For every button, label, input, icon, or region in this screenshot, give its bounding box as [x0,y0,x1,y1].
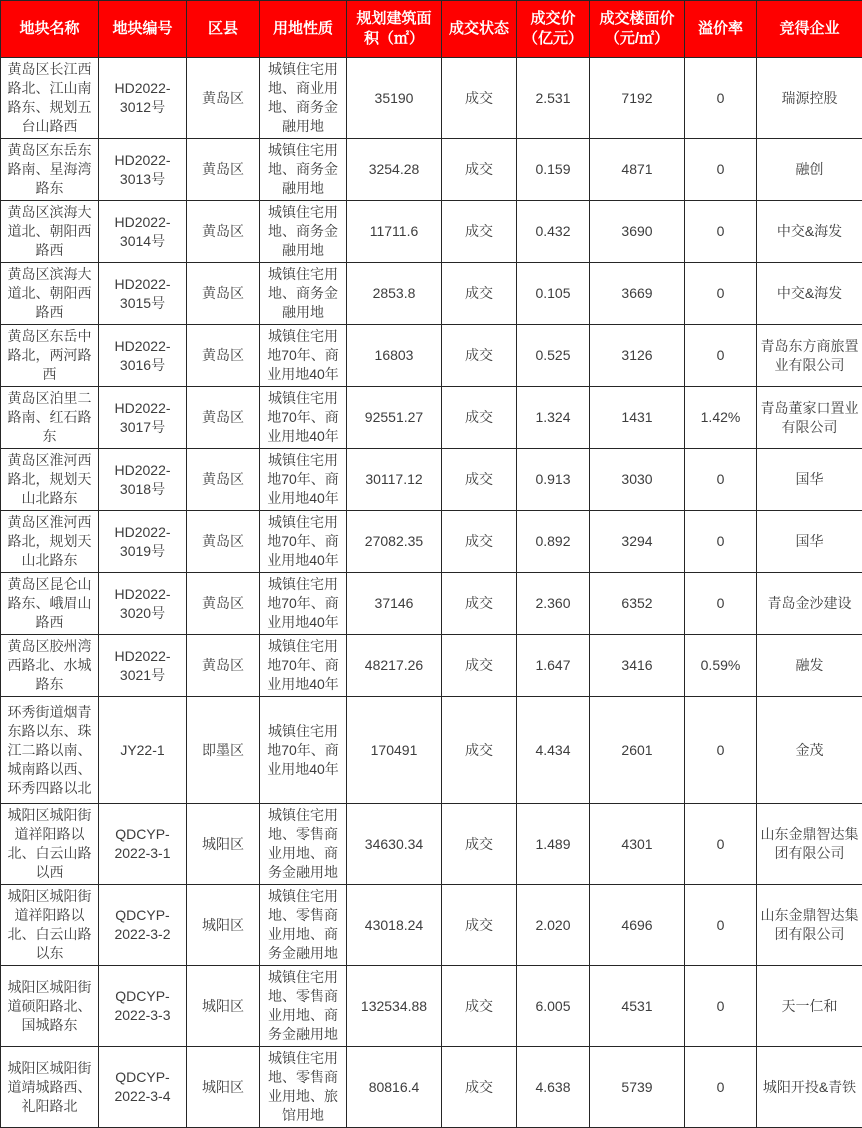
cell-premium: 0 [685,966,757,1047]
cell-premium: 0 [685,263,757,325]
cell-status: 成交 [442,697,517,804]
cell-code: JY22-1 [99,697,187,804]
cell-floor_price: 7192 [590,58,685,139]
cell-code: QDCYP-2022-3-4 [99,1047,187,1128]
cell-premium: 0 [685,885,757,966]
cell-floor_price: 1431 [590,387,685,449]
cell-price: 6.005 [517,966,590,1047]
cell-floor_price: 5739 [590,1047,685,1128]
cell-price: 2.020 [517,885,590,966]
cell-price: 0.432 [517,201,590,263]
cell-winner: 国华 [757,449,862,511]
table-row [1,139,862,201]
cell-area: 43018.24 [347,885,442,966]
cell-land_use: 城镇住宅用地、商务金融用地 [260,139,347,201]
cell-district: 即墨区 [187,697,260,804]
cell-price: 0.525 [517,325,590,387]
cell-land_use: 城镇住宅用地、零售商业用地、商务金融用地 [260,885,347,966]
cell-premium: 1.42% [685,387,757,449]
cell-district: 黄岛区 [187,511,260,573]
cell-land_use: 城镇住宅用地70年、商业用地40年 [260,697,347,804]
cell-area: 11711.6 [347,201,442,263]
cell-land_use: 城镇住宅用地70年、商业用地40年 [260,387,347,449]
cell-name: 城阳区城阳街道祥阳路以北、白云山路以西 [1,804,99,885]
cell-name: 城阳区城阳街道靖城路西、礼阳路北 [1,1047,99,1128]
cell-area: 37146 [347,573,442,635]
cell-name: 黄岛区滨海大道北、朝阳西路西 [1,201,99,263]
table-row [1,449,862,511]
cell-winner: 山东金鼎智达集团有限公司 [757,804,862,885]
cell-floor_price: 3030 [590,449,685,511]
cell-land_use: 城镇住宅用地、零售商业用地、商务金融用地 [260,966,347,1047]
cell-price: 0.159 [517,139,590,201]
cell-area: 3254.28 [347,139,442,201]
cell-premium: 0 [685,139,757,201]
column-header-land_use: 用地性质 [260,1,347,58]
cell-premium: 0 [685,325,757,387]
cell-floor_price: 2601 [590,697,685,804]
cell-premium: 0 [685,449,757,511]
cell-land_use: 城镇住宅用地、商务金融用地 [260,201,347,263]
cell-name: 黄岛区东岳东路南、星海湾路东 [1,139,99,201]
cell-code: HD2022-3020号 [99,573,187,635]
cell-area: 35190 [347,58,442,139]
cell-area: 170491 [347,697,442,804]
cell-code: HD2022-3016号 [99,325,187,387]
cell-code: HD2022-3013号 [99,139,187,201]
column-header-district: 区县 [187,1,260,58]
cell-floor_price: 4301 [590,804,685,885]
cell-code: HD2022-3017号 [99,387,187,449]
column-header-name: 地块名称 [1,1,99,58]
cell-price: 0.913 [517,449,590,511]
column-header-area: 规划建筑面积（㎡） [347,1,442,58]
cell-land_use: 城镇住宅用地、零售商业用地、商务金融用地 [260,804,347,885]
cell-price: 2.531 [517,58,590,139]
cell-status: 成交 [442,635,517,697]
cell-floor_price: 4531 [590,966,685,1047]
cell-floor_price: 6352 [590,573,685,635]
table-row [1,966,862,1047]
cell-code: QDCYP-2022-3-1 [99,804,187,885]
cell-name: 城阳区城阳街道硕阳路北、国城路东 [1,966,99,1047]
table-row [1,1047,862,1128]
cell-winner: 青岛董家口置业有限公司 [757,387,862,449]
cell-land_use: 城镇住宅用地、商务金融用地 [260,263,347,325]
cell-name: 黄岛区昆仑山路东、峨眉山路西 [1,573,99,635]
cell-name: 环秀街道烟青东路以东、珠江二路以南、城南路以西、环秀四路以北 [1,697,99,804]
cell-premium: 0 [685,573,757,635]
table-row [1,885,862,966]
table-row [1,201,862,263]
table-row [1,697,862,804]
cell-premium: 0 [685,697,757,804]
cell-price: 2.360 [517,573,590,635]
column-header-floor_price: 成交楼面价（元/㎡） [590,1,685,58]
cell-district: 黄岛区 [187,635,260,697]
cell-price: 1.324 [517,387,590,449]
cell-status: 成交 [442,885,517,966]
column-header-premium: 溢价率 [685,1,757,58]
cell-price: 1.489 [517,804,590,885]
cell-district: 黄岛区 [187,325,260,387]
cell-area: 16803 [347,325,442,387]
cell-name: 黄岛区淮河西路北，规划天山北路东 [1,449,99,511]
cell-status: 成交 [442,139,517,201]
cell-land_use: 城镇住宅用地70年、商业用地40年 [260,573,347,635]
table-row [1,804,862,885]
cell-name: 城阳区城阳街道祥阳路以北、白云山路以东 [1,885,99,966]
header-row [1,1,862,58]
cell-price: 0.892 [517,511,590,573]
table-row [1,573,862,635]
cell-district: 黄岛区 [187,573,260,635]
cell-premium: 0 [685,201,757,263]
cell-status: 成交 [442,201,517,263]
cell-floor_price: 3669 [590,263,685,325]
cell-district: 城阳区 [187,1047,260,1128]
cell-district: 黄岛区 [187,58,260,139]
cell-premium: 0 [685,1047,757,1128]
cell-winner: 青岛东方商旅置业有限公司 [757,325,862,387]
cell-winner: 城阳开投&青铁 [757,1047,862,1128]
cell-area: 132534.88 [347,966,442,1047]
cell-land_use: 城镇住宅用地、商业用地、商务金融用地 [260,58,347,139]
cell-winner: 国华 [757,511,862,573]
cell-land_use: 城镇住宅用地70年、商业用地40年 [260,325,347,387]
column-header-code: 地块编号 [99,1,187,58]
table-row [1,325,862,387]
column-header-winner: 竞得企业 [757,1,862,58]
cell-land_use: 城镇住宅用地、零售商业用地、旅馆用地 [260,1047,347,1128]
cell-area: 92551.27 [347,387,442,449]
cell-district: 城阳区 [187,885,260,966]
cell-winner: 融发 [757,635,862,697]
table-row [1,635,862,697]
cell-name: 黄岛区胶州湾西路北、水城路东 [1,635,99,697]
table-row [1,263,862,325]
cell-winner: 天一仁和 [757,966,862,1047]
cell-status: 成交 [442,511,517,573]
cell-status: 成交 [442,325,517,387]
table-row [1,511,862,573]
table-row [1,387,862,449]
cell-code: HD2022-3021号 [99,635,187,697]
cell-price: 0.105 [517,263,590,325]
cell-winner: 金茂 [757,697,862,804]
cell-floor_price: 4871 [590,139,685,201]
cell-district: 城阳区 [187,966,260,1047]
cell-premium: 0.59% [685,635,757,697]
cell-name: 黄岛区滨海大道北、朝阳西路西 [1,263,99,325]
cell-land_use: 城镇住宅用地70年、商业用地40年 [260,511,347,573]
cell-land_use: 城镇住宅用地70年、商业用地40年 [260,449,347,511]
cell-status: 成交 [442,1047,517,1128]
cell-price: 4.638 [517,1047,590,1128]
cell-code: QDCYP-2022-3-2 [99,885,187,966]
cell-winner: 山东金鼎智达集团有限公司 [757,885,862,966]
cell-district: 黄岛区 [187,387,260,449]
cell-premium: 0 [685,804,757,885]
cell-code: HD2022-3014号 [99,201,187,263]
cell-winner: 融创 [757,139,862,201]
cell-status: 成交 [442,58,517,139]
cell-district: 黄岛区 [187,449,260,511]
cell-area: 30117.12 [347,449,442,511]
cell-premium: 0 [685,58,757,139]
cell-district: 黄岛区 [187,139,260,201]
column-header-status: 成交状态 [442,1,517,58]
cell-status: 成交 [442,804,517,885]
cell-code: HD2022-3019号 [99,511,187,573]
cell-winner: 中交&海发 [757,263,862,325]
cell-status: 成交 [442,573,517,635]
cell-status: 成交 [442,966,517,1047]
cell-name: 黄岛区长江西路北、江山南路东、规划五台山路西 [1,58,99,139]
cell-name: 黄岛区淮河西路北，规划天山北路东 [1,511,99,573]
cell-name: 黄岛区泊里二路南、红石路东 [1,387,99,449]
cell-area: 27082.35 [347,511,442,573]
cell-code: QDCYP-2022-3-3 [99,966,187,1047]
cell-area: 34630.34 [347,804,442,885]
cell-district: 黄岛区 [187,201,260,263]
cell-winner: 瑞源控股 [757,58,862,139]
cell-floor_price: 3126 [590,325,685,387]
table-row [1,58,862,139]
cell-status: 成交 [442,387,517,449]
column-header-price: 成交价（亿元） [517,1,590,58]
cell-winner: 中交&海发 [757,201,862,263]
cell-area: 48217.26 [347,635,442,697]
cell-name: 黄岛区东岳中路北，两河路西 [1,325,99,387]
cell-premium: 0 [685,511,757,573]
cell-code: HD2022-3018号 [99,449,187,511]
cell-area: 2853.8 [347,263,442,325]
cell-district: 城阳区 [187,804,260,885]
cell-price: 1.647 [517,635,590,697]
cell-area: 80816.4 [347,1047,442,1128]
cell-land_use: 城镇住宅用地70年、商业用地40年 [260,635,347,697]
cell-floor_price: 3416 [590,635,685,697]
cell-price: 4.434 [517,697,590,804]
cell-status: 成交 [442,263,517,325]
cell-floor_price: 3690 [590,201,685,263]
cell-district: 黄岛区 [187,263,260,325]
cell-code: HD2022-3012号 [99,58,187,139]
table-body [1,58,862,1128]
cell-status: 成交 [442,449,517,511]
cell-floor_price: 3294 [590,511,685,573]
cell-winner: 青岛金沙建设 [757,573,862,635]
cell-code: HD2022-3015号 [99,263,187,325]
cell-floor_price: 4696 [590,885,685,966]
